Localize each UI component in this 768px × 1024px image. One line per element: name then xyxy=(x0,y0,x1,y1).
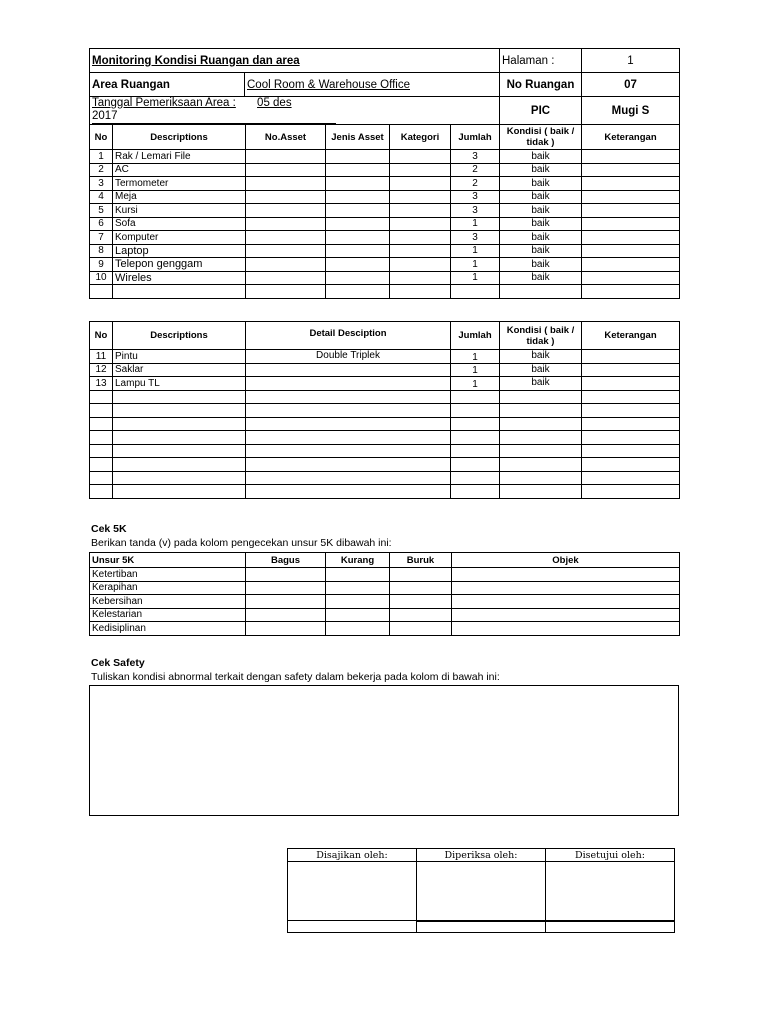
col-header-no-asset: No.Asset xyxy=(246,125,326,150)
row-description xyxy=(113,485,246,499)
row-kondisi xyxy=(500,390,582,404)
row-jumlah: 1 xyxy=(451,258,500,272)
row-no-asset[interactable] xyxy=(246,163,326,177)
row-description xyxy=(113,444,246,458)
row-keterangan[interactable] xyxy=(582,150,680,164)
col-header-descriptions: Descriptions xyxy=(113,125,246,150)
col-header-unsur: Unsur 5K xyxy=(90,553,246,568)
row-keterangan[interactable] xyxy=(582,190,680,204)
row-keterangan[interactable] xyxy=(582,404,680,418)
objek-field[interactable] xyxy=(452,608,680,622)
table-row xyxy=(90,285,680,299)
diperiksa-name-cell[interactable] xyxy=(417,921,546,933)
row-description xyxy=(113,285,246,299)
row-no-asset[interactable] xyxy=(246,204,326,218)
row-jumlah: 2 xyxy=(451,177,500,191)
unsur-label: Kedisiplinan xyxy=(90,622,246,636)
table-row xyxy=(90,608,680,622)
buruk-check[interactable] xyxy=(390,622,452,636)
row-no xyxy=(90,404,113,418)
row-description xyxy=(113,390,246,404)
row-keterangan[interactable] xyxy=(582,204,680,218)
row-jumlah: 1 xyxy=(451,363,500,377)
table-row xyxy=(90,568,680,582)
col-header-kondisi: Kondisi ( baik / tidak ) xyxy=(500,125,582,150)
table-row xyxy=(90,204,680,218)
row-no: 7 xyxy=(90,231,113,245)
row-jumlah: 1 xyxy=(451,377,500,391)
tanggal-year: 2017 xyxy=(92,110,118,122)
col-header-detail: Detail Desciption xyxy=(246,322,451,350)
table-row xyxy=(90,444,680,458)
unsur-label: Kebersihan xyxy=(90,595,246,609)
row-no: 3 xyxy=(90,177,113,191)
unsur-label: Kerapihan xyxy=(90,581,246,595)
row-keterangan[interactable] xyxy=(582,390,680,404)
row-no: 2 xyxy=(90,163,113,177)
row-description xyxy=(113,431,246,445)
row-kondisi xyxy=(500,404,582,418)
tanggal-day: 05 des xyxy=(257,97,292,109)
diperiksa-signature-box[interactable] xyxy=(417,862,546,921)
row-keterangan[interactable] xyxy=(582,177,680,191)
row-no: 8 xyxy=(90,244,113,258)
row-keterangan[interactable] xyxy=(582,377,680,391)
col-header-jumlah: Jumlah xyxy=(451,125,500,150)
table-row xyxy=(90,431,680,445)
row-no xyxy=(90,431,113,445)
row-kategori[interactable] xyxy=(390,244,451,258)
row-jenis-asset[interactable] xyxy=(326,244,390,258)
col-header-jumlah: Jumlah xyxy=(451,322,500,350)
objek-field[interactable] xyxy=(452,568,680,582)
row-kondisi xyxy=(500,485,582,499)
row-kondisi: baik xyxy=(500,163,582,177)
row-description: Meja xyxy=(113,190,246,204)
row-description: Saklar xyxy=(113,363,246,377)
table-row xyxy=(90,231,680,245)
row-no xyxy=(90,390,113,404)
row-no: 12 xyxy=(90,363,113,377)
row-description xyxy=(113,417,246,431)
row-no-asset[interactable] xyxy=(246,190,326,204)
row-kategori[interactable] xyxy=(390,150,451,164)
row-no: 1 xyxy=(90,150,113,164)
row-kategori[interactable] xyxy=(390,231,451,245)
table-row xyxy=(90,271,680,285)
table-row xyxy=(90,258,680,272)
buruk-check[interactable] xyxy=(390,568,452,582)
disajikan-name-cell[interactable] xyxy=(288,921,417,933)
col-header-bagus: Bagus xyxy=(246,553,326,568)
objek-field[interactable] xyxy=(452,622,680,636)
row-description: Wireles xyxy=(113,271,246,285)
row-keterangan[interactable] xyxy=(582,363,680,377)
row-detail[interactable] xyxy=(246,471,451,485)
row-no: 13 xyxy=(90,377,113,391)
row-detail[interactable] xyxy=(246,485,451,499)
buruk-check[interactable] xyxy=(390,581,452,595)
bagus-check[interactable] xyxy=(246,568,326,582)
table-row xyxy=(90,471,680,485)
disajikan-label: Disajikan oleh: xyxy=(288,849,417,862)
row-keterangan[interactable] xyxy=(582,217,680,231)
detail-table xyxy=(89,321,680,499)
row-jenis-asset[interactable] xyxy=(326,190,390,204)
row-detail[interactable] xyxy=(246,363,451,377)
safety-notes-box[interactable] xyxy=(89,685,679,816)
row-no xyxy=(90,458,113,472)
row-kategori[interactable] xyxy=(390,217,451,231)
row-jenis-asset[interactable] xyxy=(326,163,390,177)
row-no: 10 xyxy=(90,271,113,285)
row-no-asset[interactable] xyxy=(246,217,326,231)
row-kategori[interactable] xyxy=(390,204,451,218)
row-jumlah xyxy=(451,404,500,418)
row-description: Laptop xyxy=(113,244,246,258)
col-header-jenis-asset: Jenis Asset xyxy=(326,125,390,150)
col-header-keterangan: Keterangan xyxy=(582,125,680,150)
row-kondisi: baik xyxy=(500,350,582,364)
row-kondisi xyxy=(500,458,582,472)
row-keterangan[interactable] xyxy=(582,431,680,445)
row-kondisi: baik xyxy=(500,231,582,245)
row-kategori[interactable] xyxy=(390,285,451,299)
row-kondisi: baik xyxy=(500,150,582,164)
row-keterangan[interactable] xyxy=(582,458,680,472)
col-header-kategori: Kategori xyxy=(390,125,451,150)
row-jumlah xyxy=(451,390,500,404)
bagus-check[interactable] xyxy=(246,581,326,595)
row-jumlah: 3 xyxy=(451,231,500,245)
row-jenis-asset[interactable] xyxy=(326,271,390,285)
kurang-check[interactable] xyxy=(326,581,390,595)
table-row xyxy=(90,458,680,472)
pic-label: PIC xyxy=(500,97,582,125)
disajikan-signature-box[interactable] xyxy=(288,862,417,921)
row-kondisi: baik xyxy=(500,177,582,191)
row-detail[interactable] xyxy=(246,431,451,445)
row-kondisi: baik xyxy=(500,377,582,391)
row-keterangan[interactable] xyxy=(582,350,680,364)
tanggal-label: Tanggal Pemeriksaan Area : xyxy=(92,97,236,109)
row-kondisi: baik xyxy=(500,244,582,258)
col-header-kurang: Kurang xyxy=(326,553,390,568)
buruk-check[interactable] xyxy=(390,608,452,622)
row-description xyxy=(113,458,246,472)
row-jenis-asset[interactable] xyxy=(326,217,390,231)
cek5k-table xyxy=(89,552,680,636)
row-description: AC xyxy=(113,163,246,177)
safety-title: Cek Safety xyxy=(91,657,145,669)
row-description: Kursi xyxy=(113,204,246,218)
table-row xyxy=(90,217,680,231)
table-row xyxy=(90,417,680,431)
row-jumlah: 3 xyxy=(451,190,500,204)
table-row xyxy=(90,622,680,636)
col-header-kondisi: Kondisi ( baik / tidak ) xyxy=(500,322,582,350)
row-keterangan[interactable] xyxy=(582,417,680,431)
row-jenis-asset[interactable] xyxy=(326,258,390,272)
kurang-check[interactable] xyxy=(326,595,390,609)
row-jumlah: 1 xyxy=(451,271,500,285)
row-description: Termometer xyxy=(113,177,246,191)
table-row xyxy=(90,390,680,404)
table-row xyxy=(90,163,680,177)
row-kondisi xyxy=(500,431,582,445)
pic-value: Mugi S xyxy=(582,97,680,125)
row-description: Rak / Lemari File xyxy=(113,150,246,164)
table-row xyxy=(90,244,680,258)
row-kategori[interactable] xyxy=(390,163,451,177)
diperiksa-label: Diperiksa oleh: xyxy=(417,849,546,862)
row-detail[interactable] xyxy=(246,390,451,404)
row-detail[interactable] xyxy=(246,458,451,472)
row-no xyxy=(90,444,113,458)
header-table xyxy=(89,48,680,125)
kurang-check[interactable] xyxy=(326,622,390,636)
row-jenis-asset[interactable] xyxy=(326,231,390,245)
row-no-asset[interactable] xyxy=(246,285,326,299)
row-kondisi: baik xyxy=(500,271,582,285)
unsur-label: Kelestarian xyxy=(90,608,246,622)
col-header-objek: Objek xyxy=(452,553,680,568)
table-row xyxy=(90,190,680,204)
row-no: 6 xyxy=(90,217,113,231)
row-keterangan[interactable] xyxy=(582,231,680,245)
table-row xyxy=(90,377,680,391)
row-kondisi xyxy=(500,285,582,299)
row-kondisi: baik xyxy=(500,363,582,377)
row-description: Sofa xyxy=(113,217,246,231)
row-kategori[interactable] xyxy=(390,258,451,272)
no-ruangan-value: 07 xyxy=(582,73,680,97)
form-title: Monitoring Kondisi Ruangan dan area xyxy=(90,49,500,73)
row-keterangan[interactable] xyxy=(582,258,680,272)
row-kondisi xyxy=(500,444,582,458)
row-jenis-asset[interactable] xyxy=(326,177,390,191)
row-keterangan[interactable] xyxy=(582,285,680,299)
row-description xyxy=(113,471,246,485)
row-jumlah: 1 xyxy=(451,350,500,364)
row-description: Pintu xyxy=(113,350,246,364)
row-kategori[interactable] xyxy=(390,190,451,204)
row-jumlah xyxy=(451,285,500,299)
row-no xyxy=(90,417,113,431)
unsur-label: Ketertiban xyxy=(90,568,246,582)
row-no-asset[interactable] xyxy=(246,244,326,258)
kurang-check[interactable] xyxy=(326,568,390,582)
row-keterangan[interactable] xyxy=(582,471,680,485)
disetujui-label: Disetujui oleh: xyxy=(546,849,675,862)
objek-field[interactable] xyxy=(452,581,680,595)
row-no xyxy=(90,485,113,499)
cek5k-instruction: Berikan tanda (v) pada kolom pengecekan unsur 5K dibawah ini: xyxy=(91,537,392,549)
objek-field[interactable] xyxy=(452,595,680,609)
no-ruangan-label: No Ruangan xyxy=(500,73,582,97)
row-kondisi: baik xyxy=(500,204,582,218)
row-description: Komputer xyxy=(113,231,246,245)
row-no: 4 xyxy=(90,190,113,204)
table-row xyxy=(90,150,680,164)
row-jumlah: 1 xyxy=(451,217,500,231)
table-row xyxy=(90,350,680,364)
row-jumlah xyxy=(451,431,500,445)
col-header-descriptions: Descriptions xyxy=(113,322,246,350)
table-row xyxy=(90,363,680,377)
row-detail[interactable] xyxy=(246,404,451,418)
table-row xyxy=(90,177,680,191)
row-no-asset[interactable] xyxy=(246,258,326,272)
signature-table xyxy=(287,848,675,933)
halaman-value: 1 xyxy=(582,49,680,73)
row-kondisi xyxy=(500,471,582,485)
row-no xyxy=(90,285,113,299)
row-no-asset[interactable] xyxy=(246,231,326,245)
row-kondisi xyxy=(500,417,582,431)
row-kondisi: baik xyxy=(500,258,582,272)
table-row xyxy=(90,595,680,609)
row-keterangan[interactable] xyxy=(582,244,680,258)
col-header-buruk: Buruk xyxy=(390,553,452,568)
row-keterangan[interactable] xyxy=(582,271,680,285)
asset-table xyxy=(89,124,680,299)
halaman-label: Halaman : xyxy=(500,49,582,73)
row-keterangan[interactable] xyxy=(582,444,680,458)
row-kondisi: baik xyxy=(500,217,582,231)
row-keterangan[interactable] xyxy=(582,163,680,177)
row-jenis-asset[interactable] xyxy=(326,285,390,299)
row-no-asset[interactable] xyxy=(246,271,326,285)
row-jenis-asset[interactable] xyxy=(326,204,390,218)
row-no-asset[interactable] xyxy=(246,150,326,164)
row-no xyxy=(90,471,113,485)
row-no: 11 xyxy=(90,350,113,364)
row-detail[interactable] xyxy=(246,444,451,458)
kurang-check[interactable] xyxy=(326,608,390,622)
row-keterangan[interactable] xyxy=(582,485,680,499)
row-jumlah: 1 xyxy=(451,244,500,258)
row-jumlah xyxy=(451,485,500,499)
row-jumlah xyxy=(451,471,500,485)
bagus-check[interactable] xyxy=(246,595,326,609)
row-no-asset[interactable] xyxy=(246,177,326,191)
cek5k-title: Cek 5K xyxy=(91,523,127,535)
bagus-check[interactable] xyxy=(246,608,326,622)
buruk-check[interactable] xyxy=(390,595,452,609)
row-jumlah: 2 xyxy=(451,163,500,177)
area-label: Area Ruangan xyxy=(90,73,245,97)
row-jenis-asset[interactable] xyxy=(326,150,390,164)
table-row xyxy=(90,404,680,418)
row-jumlah: 3 xyxy=(451,150,500,164)
row-kategori[interactable] xyxy=(390,177,451,191)
row-jumlah xyxy=(451,417,500,431)
tanggal-field xyxy=(90,97,500,125)
row-description xyxy=(113,404,246,418)
row-no: 9 xyxy=(90,258,113,272)
table-row xyxy=(90,485,680,499)
col-header-no: No xyxy=(90,125,113,150)
area-value: Cool Room & Warehouse Office xyxy=(245,73,500,97)
table-row xyxy=(90,581,680,595)
row-kondisi: baik xyxy=(500,190,582,204)
row-jumlah xyxy=(451,458,500,472)
row-kategori[interactable] xyxy=(390,271,451,285)
col-header-keterangan: Keterangan xyxy=(582,322,680,350)
row-detail[interactable]: Double Triplek xyxy=(246,350,451,364)
row-detail[interactable] xyxy=(246,417,451,431)
row-description: Lampu TL xyxy=(113,377,246,391)
disetujui-signature-box[interactable] xyxy=(546,862,675,921)
row-jumlah: 3 xyxy=(451,204,500,218)
bagus-check[interactable] xyxy=(246,622,326,636)
row-no: 5 xyxy=(90,204,113,218)
row-detail[interactable] xyxy=(246,377,451,391)
col-header-no: No xyxy=(90,322,113,350)
safety-instruction: Tuliskan kondisi abnormal terkait dengan safety dalam bekerja pada kolom di bawah ini: xyxy=(91,671,500,683)
row-jumlah xyxy=(451,444,500,458)
row-description: Telepon genggam xyxy=(113,258,246,272)
disetujui-name-cell[interactable] xyxy=(546,921,675,933)
